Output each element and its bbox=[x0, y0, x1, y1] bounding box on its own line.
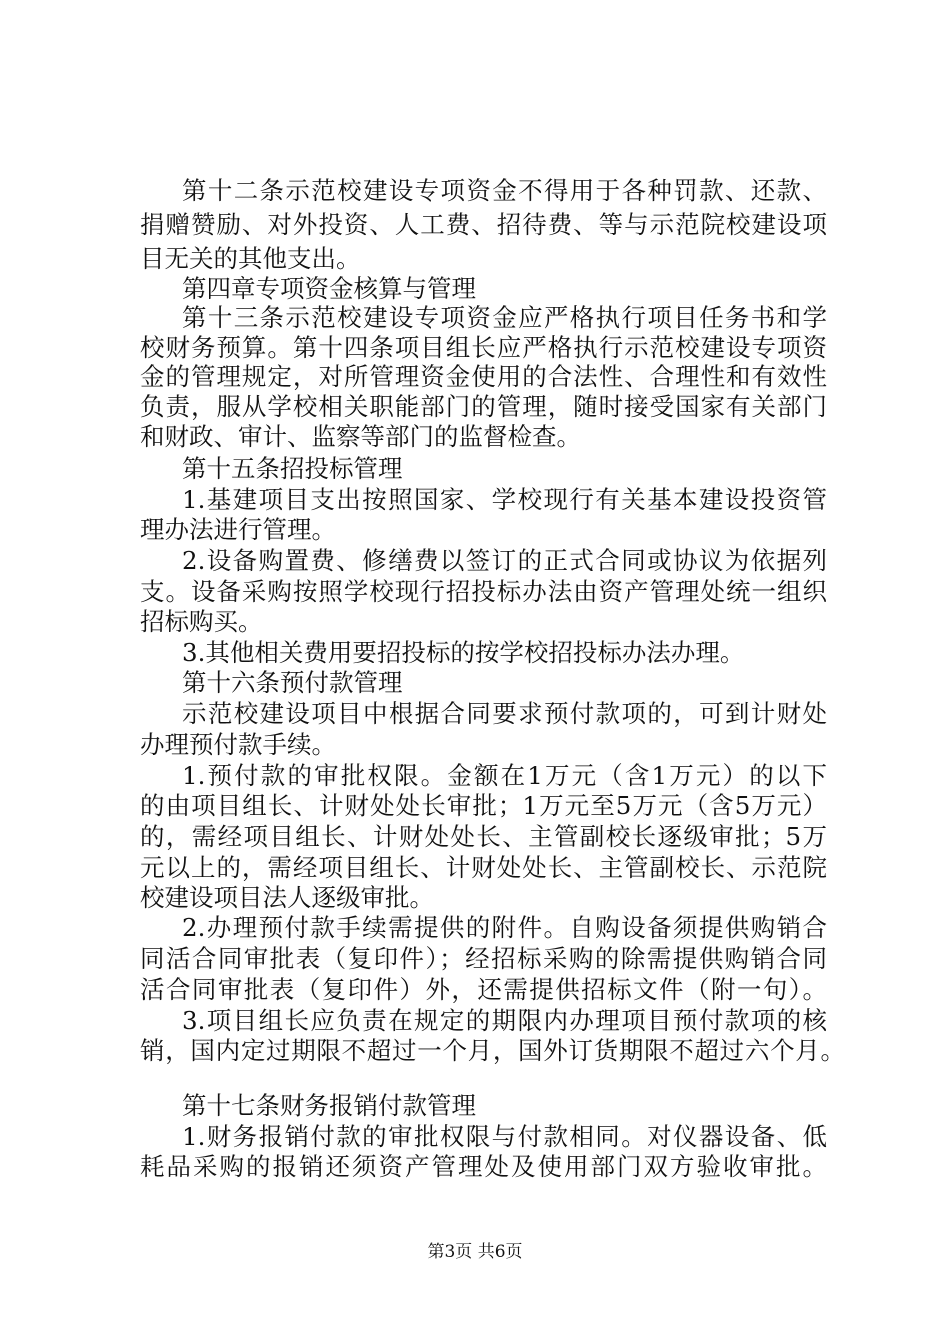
text-line: 活合同审批表（复印件）外，还需提供招标文件（附一句）。 bbox=[140, 975, 827, 1004]
text-line: 捐赠赞励、对外投资、人工费、招待费、等与示范院校建设项 bbox=[140, 210, 827, 239]
section-heading: 第十七条财务报销付款管理 bbox=[182, 1091, 476, 1120]
text-line: 校财务预算。第十四条项目组长应严格执行示范校建设专项资 bbox=[140, 333, 827, 362]
text-line: 校建设项目法人逐级审批。 bbox=[140, 883, 434, 912]
text-line: 和财政、审计、监察等部门的监督检查。 bbox=[140, 422, 581, 451]
text-line: 1.财务报销付款的审批权限与付款相同。对仪器设备、低 bbox=[182, 1122, 827, 1151]
text-line: 3.其他相关费用要招投标的按学校招投标办法办理。 bbox=[182, 638, 745, 667]
text-line: 支。设备采购按照学校现行招投标办法由资产管理处统一组织 bbox=[140, 577, 827, 606]
text-line: 负责，服从学校相关职能部门的管理，随时接受国家有关部门 bbox=[140, 392, 827, 421]
text-line: 1.预付款的审批权限。金额在1万元（含1万元）的以下 bbox=[182, 761, 827, 790]
text-line: 第十三条示范校建设专项资金应严格执行项目任务书和学 bbox=[182, 303, 827, 332]
text-line: 的，需经项目组长、计财处处长、主管副校长逐级审批；5万 bbox=[140, 822, 827, 851]
text-line: 2.设备购置费、修缮费以签订的正式合同或协议为依据列 bbox=[182, 546, 827, 575]
text-line: 2.办理预付款手续需提供的附件。自购设备须提供购销合 bbox=[182, 913, 827, 942]
page-number: 第3页 共6页 bbox=[427, 1242, 523, 1262]
text-line: 耗品采购的报销还须资产管理处及使用部门双方验收审批。 bbox=[140, 1152, 827, 1181]
text-line: 1.基建项目支出按照国家、学校现行有关基本建设投资管 bbox=[182, 485, 827, 514]
text-line: 理办法进行管理。 bbox=[140, 515, 336, 544]
text-line: 金的管理规定，对所管理资金使用的合法性、合理性和有效性 bbox=[140, 362, 827, 391]
text-line: 3.项目组长应负责在规定的期限内办理项目预付款项的核 bbox=[182, 1006, 827, 1035]
text-line: 示范校建设项目中根据合同要求预付款项的，可到计财处 bbox=[182, 699, 827, 728]
section-heading: 第四章专项资金核算与管理 bbox=[182, 274, 476, 303]
text-line: 办理预付款手续。 bbox=[140, 730, 336, 759]
text-line: 第十二条示范校建设专项资金不得用于各种罚款、还款、 bbox=[182, 176, 827, 205]
text-line: 同活合同审批表（复印件）；经招标采购的除需提供购销合同 bbox=[140, 944, 827, 973]
text-line: 销，国内定过期限不超过一个月，国外订货期限不超过六个月。 bbox=[140, 1036, 845, 1065]
text-line: 的由项目组长、计财处处长审批；1万元至5万元（含5万元） bbox=[140, 791, 827, 820]
section-heading: 第十五条招投标管理 bbox=[182, 454, 403, 483]
text-line: 元以上的，需经项目组长、计财处处长、主管副校长、示范院 bbox=[140, 853, 827, 882]
section-heading: 第十六条预付款管理 bbox=[182, 668, 403, 697]
text-line: 目无关的其他支出。 bbox=[140, 244, 361, 273]
text-line: 招标购买。 bbox=[140, 607, 263, 636]
